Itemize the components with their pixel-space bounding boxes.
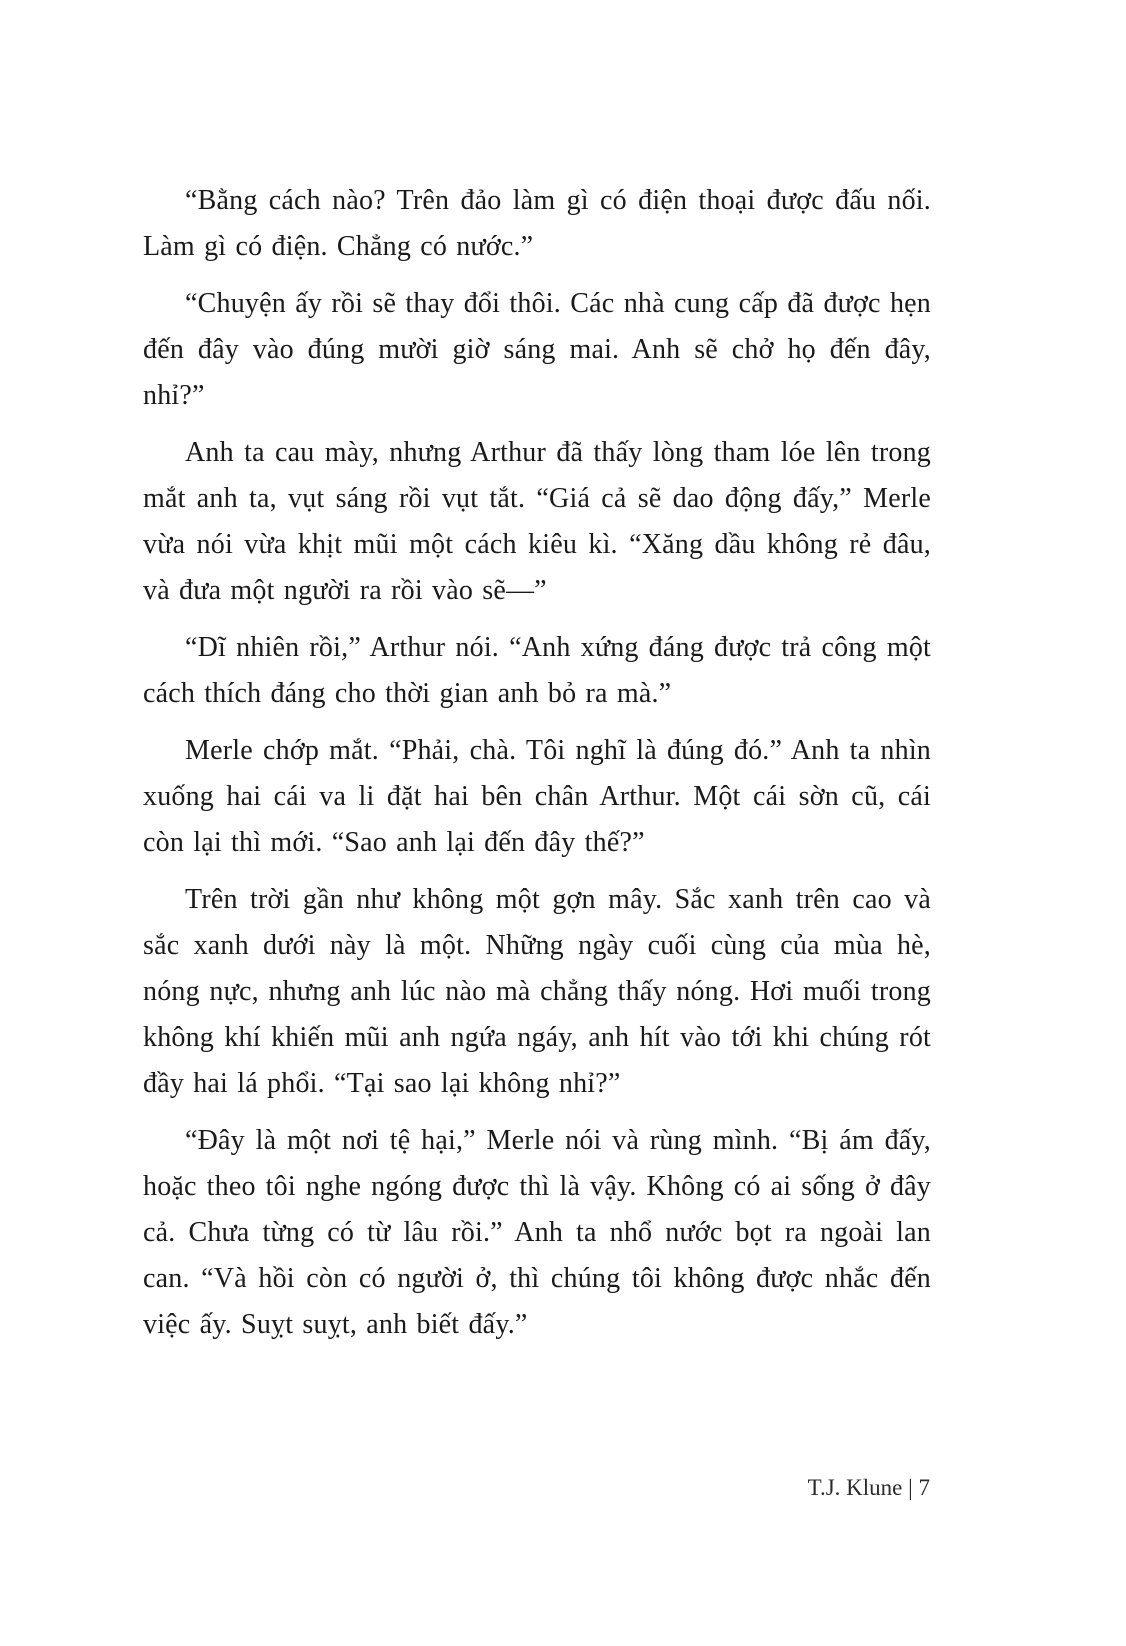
paragraph: Trên trời gần như không một gợn mây. Sắc xanh trên cao và sắc xanh dưới này là một. Những ngày cuối cùng của mùa hè, nóng nực, nhưng anh lúc nào mà chẳng thấy nóng. Hơi muối trong không khí khiến mũi anh ngứa ngáy, anh hít vào tới khi chúng rót đầy hai lá phổi. “Tại sao lại không nhỉ?” xyxy=(143,884,931,1099)
paragraph: “Đây là một nơi tệ hại,” Merle nói và rùng mình. “Bị ám đấy, hoặc theo tôi nghe ngóng được thì là vậy. Không có ai sống ở đây cả. Chưa từng có từ lâu rồi.” Anh ta nhổ nước bọt ra ngoài lan can. “Và hồi còn có người ở, thì chúng tôi không được nhắc đến việc ấy. Suỵt suỵt, anh biết đấy.” xyxy=(143,1125,931,1340)
paragraph: “Dĩ nhiên rồi,” Arthur nói. “Anh xứng đáng được trả công một cách thích đáng cho thời gian anh bỏ ra mà.” xyxy=(143,632,931,709)
paragraph: “Bằng cách nào? Trên đảo làm gì có điện thoại được đấu nối. Làm gì có điện. Chẳng có nước.” xyxy=(143,185,931,262)
paragraph: Anh ta cau mày, nhưng Arthur đã thấy lòng tham lóe lên trong mắt anh ta, vụt sáng rồi vụt tắt. “Giá cả sẽ dao động đấy,” Merle vừa nói vừa khịt mũi một cách kiêu kì. “Xăng dầu không rẻ đâu, và đưa một người ra rồi vào sẽ—” xyxy=(143,437,931,606)
paragraph: “Chuyện ấy rồi sẽ thay đổi thôi. Các nhà cung cấp đã được hẹn đến đây vào đúng mười giờ sáng mai. Anh sẽ chở họ đến đây, nhỉ?” xyxy=(143,288,931,411)
paragraph: Merle chớp mắt. “Phải, chà. Tôi nghĩ là đúng đó.” Anh ta nhìn xuống hai cái va li đặt hai bên chân Arthur. Một cái sờn cũ, cái còn lại thì mới. “Sao anh lại đến đây thế?” xyxy=(143,735,931,858)
page-footer: T.J. Klune | 7 xyxy=(807,1475,930,1500)
page-text-block xyxy=(143,178,931,1359)
